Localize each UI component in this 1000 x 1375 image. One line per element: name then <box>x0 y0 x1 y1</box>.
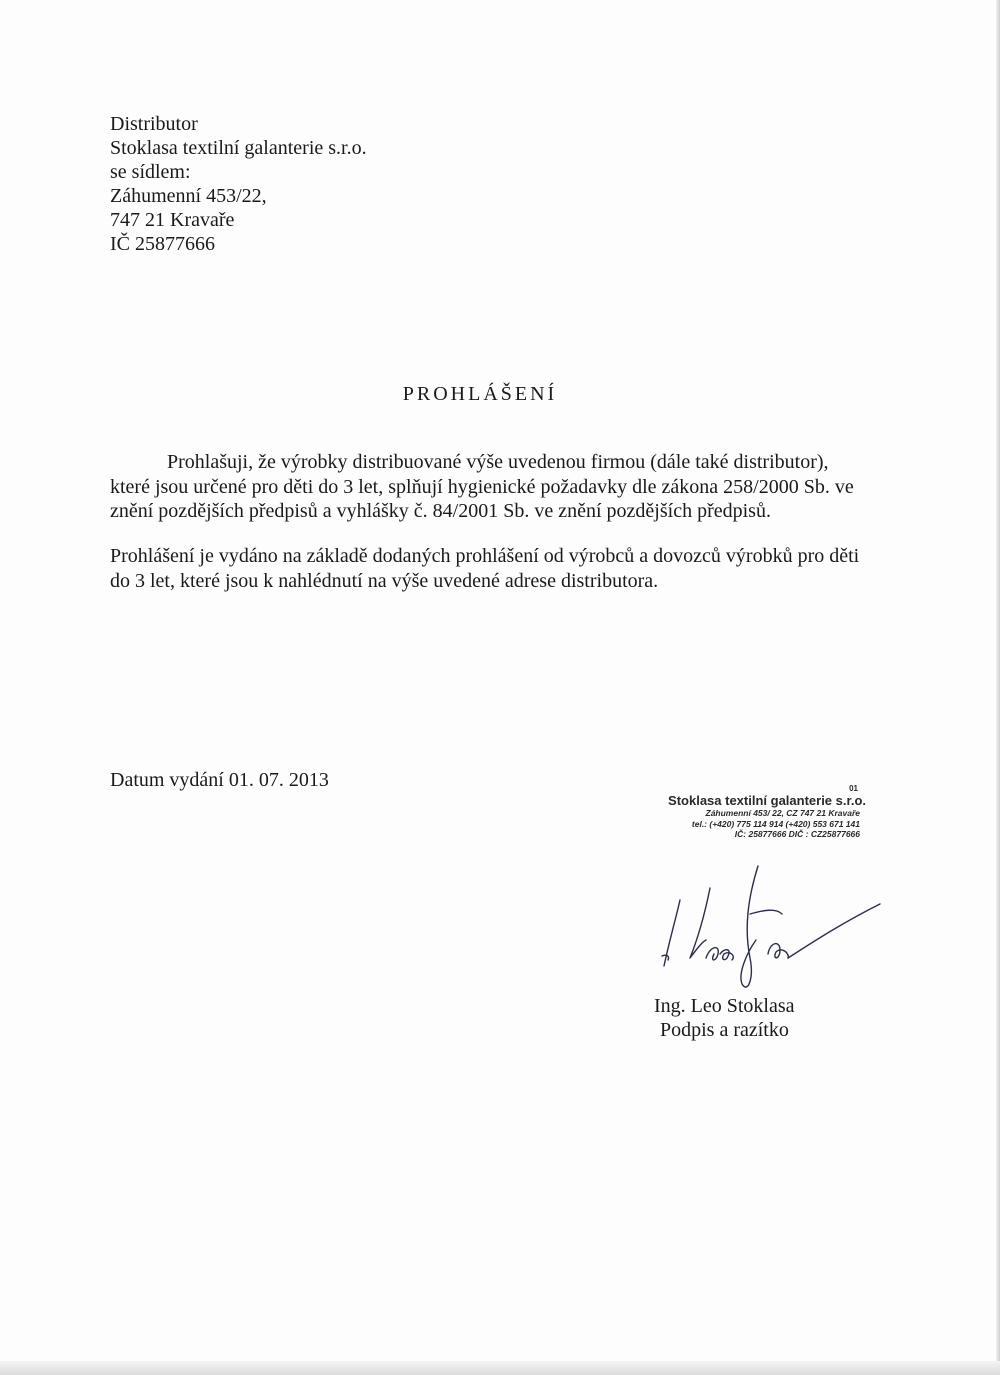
company-stamp <box>636 784 866 840</box>
stamp-ids: IČ: 25877666 DIČ : CZ25877666 <box>734 829 860 839</box>
issuance-paragraph <box>110 544 860 593</box>
signer-name: Ing. Leo Stoklasa <box>654 995 795 1017</box>
handwritten-signature <box>640 858 890 998</box>
stamp-company-name: Stoklasa textilní galanterie s.r.o. <box>668 793 866 808</box>
stamp-address: Záhumenní 453/ 22, CZ 747 21 Kravaře <box>705 808 860 818</box>
declaration-line: Prohlašuji, že výrobky distribuované výše uvedenou firmou (dále také distributor), <box>167 451 829 473</box>
document-title: PROHLÁŠENÍ <box>402 383 558 405</box>
signer-block <box>654 994 795 1042</box>
stamp-phone: tel.: (+420) 775 114 914 (+420) 553 671 141 <box>691 818 860 829</box>
issue-date: Datum vydání 01. 07. 2013 <box>110 769 329 791</box>
signer-role: Podpis a razítko <box>660 1019 789 1041</box>
stamp-number: 01 <box>849 784 858 793</box>
declaration-line: které jsou určené pro děti do 3 let, splňují hygienické požadavky dle zákona 258/2000 Sb. ve <box>110 475 854 498</box>
declaration-line: znění pozdějších předpisů a vyhlášky č. 84/2001 Sb. ve znění pozdějších předpisů. <box>110 500 771 522</box>
sender-address-block <box>110 112 367 256</box>
declaration-paragraph <box>110 450 855 524</box>
sender-seat-label: se sídlem: <box>110 161 191 183</box>
sender-label: Distributor <box>110 113 198 135</box>
issuance-line: Prohlášení je vydáno na základě dodaných prohlášení od výrobců a dovozců výrobků pro děti <box>110 545 860 567</box>
sender-company: Stoklasa textilní galanterie s.r.o. <box>110 137 367 159</box>
page-bottom-edge <box>0 1361 1000 1375</box>
sender-company-id: IČ 25877666 <box>110 233 215 255</box>
sender-street: Záhumenní 453/22, <box>110 185 267 207</box>
issuance-line: do 3 let, které jsou k nahlédnutí na výše uvedené adrese distributora. <box>110 569 659 592</box>
page-edge-shadow <box>996 0 1000 1375</box>
sender-city: 747 21 Kravaře <box>110 209 235 231</box>
